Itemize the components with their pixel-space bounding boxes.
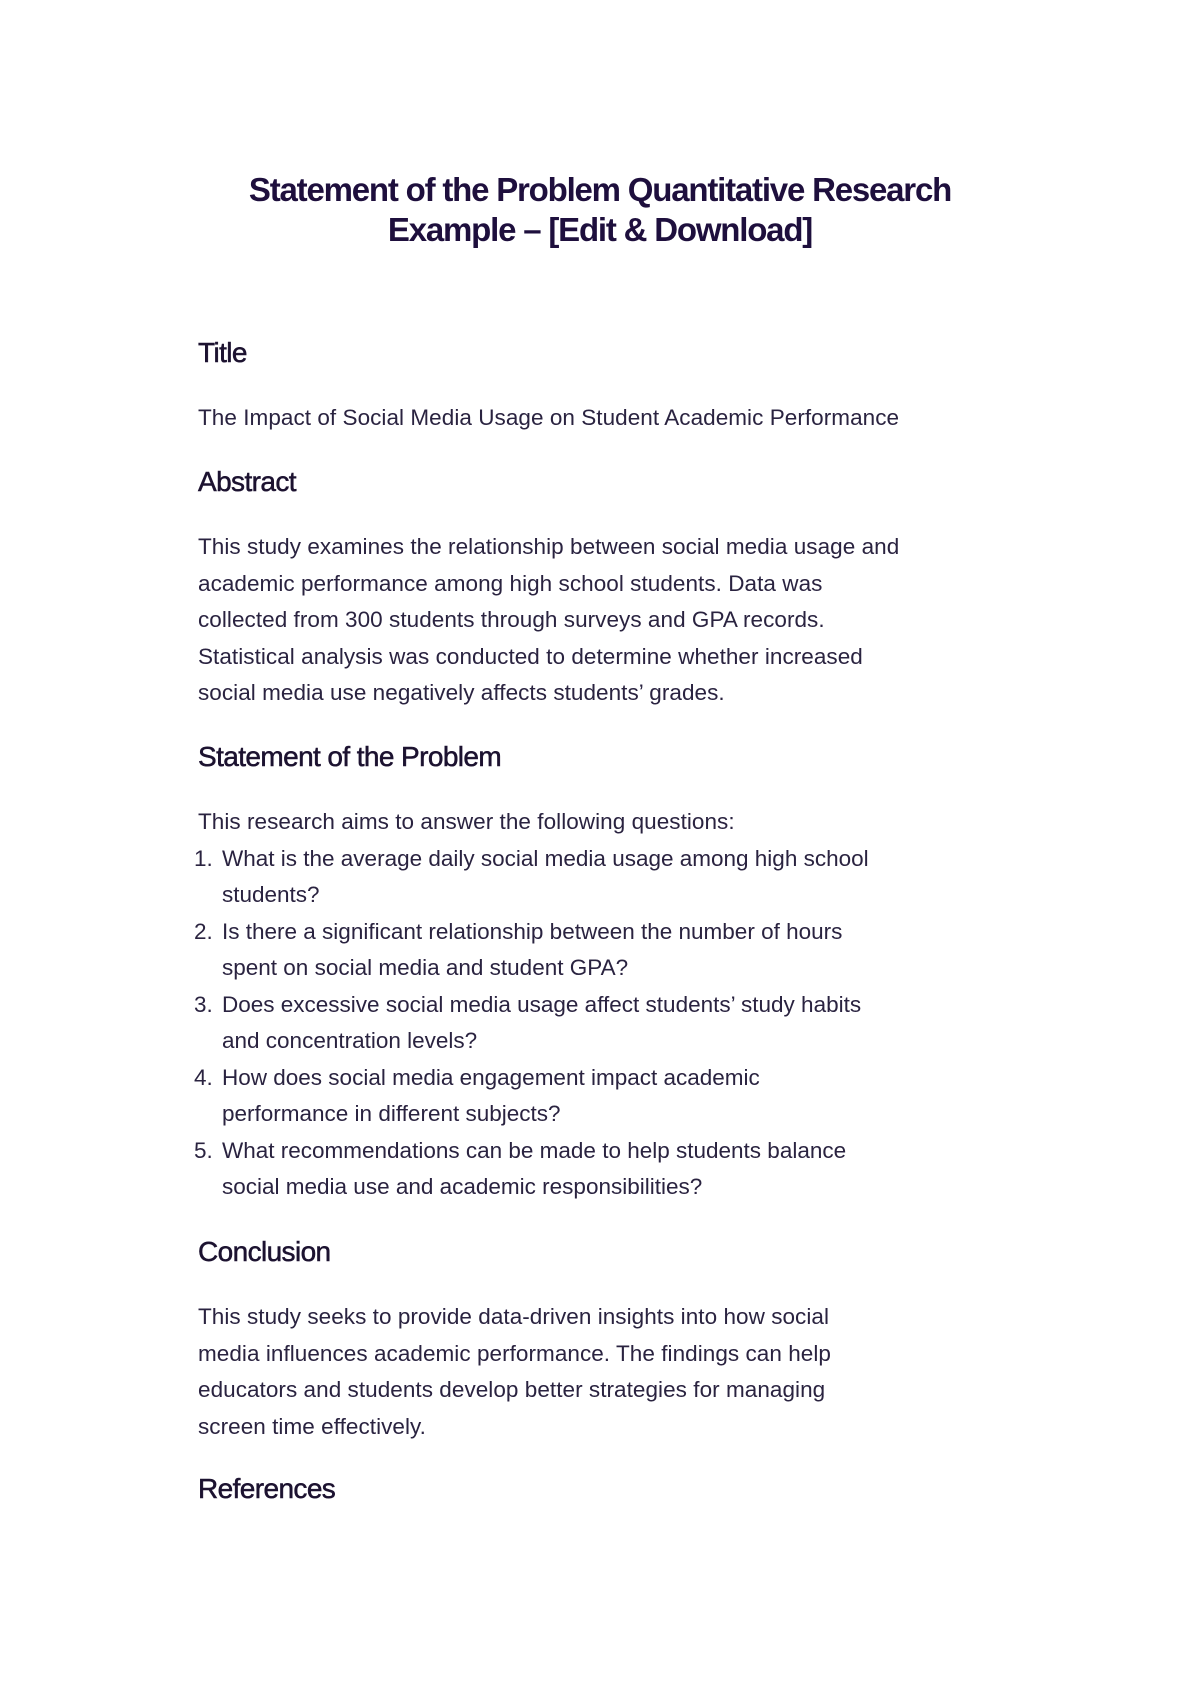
abstract-line: This study examines the relationship between social media usage and [198, 534, 900, 559]
abstract-line: collected from 300 students through surveys and GPA records. [198, 607, 825, 632]
list-number: 5. [194, 1137, 213, 1163]
abstract-section [198, 465, 1018, 499]
conclusion-paragraph [198, 1299, 1018, 1445]
conclusion-heading: Conclusion [198, 1236, 331, 1267]
list-text-line: spent on social media and student GPA? [222, 955, 629, 980]
abstract-heading: Abstract [198, 466, 296, 497]
list-item [194, 987, 1018, 1060]
list-number: 2. [194, 918, 213, 944]
document-title [150, 170, 1050, 250]
conclusion-line: This study seeks to provide data-driven insights into how social [198, 1304, 830, 1329]
problem-heading: Statement of the Problem [198, 741, 502, 772]
document-title-line-2: Example – [Edit & Download] [387, 211, 813, 248]
abstract-body [198, 529, 1018, 712]
research-title-text: The Impact of Social Media Usage on Student Academic Performance [198, 405, 900, 430]
title-body [198, 400, 1018, 437]
references-heading: References [198, 1473, 336, 1504]
conclusion-line: educators and students develop better strategies for managing [198, 1377, 826, 1402]
title-heading: Title [198, 337, 247, 368]
list-number: 4. [194, 1064, 213, 1090]
abstract-line: Statistical analysis was conducted to determine whether increased [198, 643, 863, 669]
list-text-line: What recommendations can be made to help students balance [222, 1137, 847, 1163]
list-text-line: and concentration levels? [222, 1028, 478, 1053]
list-text-line: What is the average daily social media usage among high school [222, 845, 869, 871]
problem-intro: This research aims to answer the following questions: [198, 809, 735, 834]
references-section [198, 1472, 1018, 1506]
list-item [194, 1133, 1018, 1206]
list-text-line: performance in different subjects? [222, 1101, 561, 1126]
abstract-line: academic performance among high school students. Data was [198, 570, 823, 596]
list-text-line: Does excessive social media usage affect students’ study habits [222, 991, 862, 1017]
list-text-line: social media use and academic responsibilities? [222, 1174, 703, 1199]
research-questions-list [194, 841, 1018, 1206]
list-text-line: students? [222, 882, 320, 907]
title-section [198, 336, 1018, 370]
document-title-line-1: Statement of the Problem Quantitative Research [248, 171, 952, 208]
conclusion-line: media influences academic performance. The findings can help [198, 1340, 831, 1366]
list-text-line: How does social media engagement impact academic [222, 1064, 760, 1090]
list-number: 3. [194, 991, 213, 1017]
list-item [194, 841, 1018, 914]
list-item [194, 1060, 1018, 1133]
conclusion-body [198, 1299, 1018, 1445]
conclusion-line: screen time effectively. [198, 1413, 426, 1439]
abstract-paragraph [198, 529, 1018, 712]
conclusion-section [198, 1235, 1018, 1269]
abstract-line: social media use negatively affects students’ grades. [198, 680, 725, 705]
list-item [194, 914, 1018, 987]
list-text-line: Is there a significant relationship between the number of hours [222, 918, 843, 944]
problem-body [194, 804, 1018, 1206]
problem-section [198, 740, 1018, 774]
list-number: 1. [194, 845, 213, 871]
